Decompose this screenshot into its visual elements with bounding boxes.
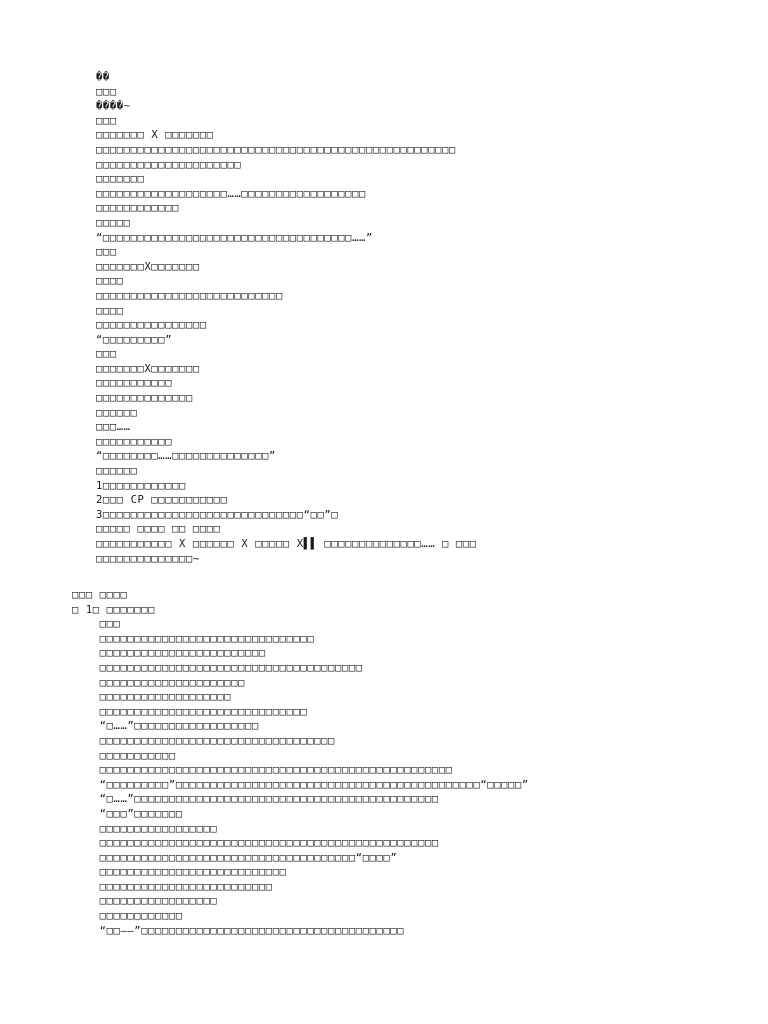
text-line: □□□□□□□X□□□□□□□ [96, 260, 200, 273]
text-line: □□□□□□ [96, 406, 138, 419]
text-line: □□□ [96, 246, 117, 259]
text-line: □□□□□□□□□□□□□□□□□□□□□□□□□ [72, 880, 273, 893]
text-line: □□□□□ □□□□ □□ □□□□ [96, 523, 221, 536]
document-section-chapter [72, 588, 712, 938]
text-line: □□□□□□□□□□□□□□□□□□□□□□□□□□□□□□□□□□□□□□□□□□□□□□□□□□□□ [96, 143, 456, 156]
text-line: “□□□□□□□□……□□□□□□□□□□□□□□” [96, 450, 276, 463]
text-line: □□□…… [96, 421, 131, 434]
text-line: □□□ [96, 114, 117, 127]
text-line: □□□□□□□□□□□□□□□□□□□□□□□□□□□□□□□ [72, 632, 315, 645]
text-line: □□□□□□□□□□□□□□□□□□□□□ [72, 676, 246, 689]
text-line: □□□□□□□X□□□□□□□ [96, 362, 200, 375]
text-line: □□□□ [96, 304, 124, 317]
text-line: □□□□□□□□□□□□□□□□□□□□□□□□□□□□□□□□□□ [72, 734, 336, 747]
text-line: □□□□□ [96, 216, 131, 229]
text-line: □□□ [96, 85, 117, 98]
text-line: □□□□□□□□□□□□ [96, 202, 180, 215]
text-line: □□□ [96, 348, 117, 361]
text-line: □□□□□□ [96, 465, 138, 478]
text-line: “□……”□□□□□□□□□□□□□□□□□□□□□□□□□□□□□□□□□□□□□□□□□□□□ [72, 793, 439, 806]
text-line: □ 1□ □□□□□□□ [72, 603, 156, 616]
text-line: □□□□□□□□□□□□□□ [96, 392, 193, 405]
text-line: □□□□□□□ [96, 173, 145, 186]
text-line: □□□□□□□□□□□□□□□□ [96, 319, 207, 332]
text-line: �� [96, 71, 110, 83]
text-line: □□□□ [96, 275, 124, 288]
text-line: □□□□□□□ X □□□□□□□ [96, 129, 214, 142]
text-line: ����~ [96, 100, 131, 113]
text-line: □□□□□□□□□□□□□□□□□□□□□□□□□□□□□□ [72, 705, 308, 718]
text-line: “□□□”□□□□□□□ [72, 807, 183, 820]
text-line: □□□□□□□□□□□ [96, 435, 173, 448]
text-line: 3□□□□□□□□□□□□□□□□□□□□□□□□□□□□□“□□”□ [96, 508, 339, 521]
text-line: □□□□□□□□□□□□□□□□□□□□□ [96, 158, 242, 171]
text-line: 1□□□□□□□□□□□□ [96, 479, 186, 492]
text-line: □□□ [72, 618, 121, 631]
text-line: □□□□□□□□□□□□□□~ [96, 552, 200, 565]
text-line: “□□——”□□□□□□□□□□□□□□□□□□□□□□□□□□□□□□□□□□□□□□ [72, 924, 405, 937]
text-line: □□□□□□□□□□□□□□□□□□□□□□□□ [72, 647, 266, 660]
text-line: □□□□□□□□□□□□□□□□□□□□□□□□□□□ [72, 866, 287, 879]
text-line: □□□□□□□□□□□□□□□□□ [72, 822, 218, 835]
text-line: “□□□□□□□□□”□□□□□□□□□□□□□□□□□□□□□□□□□□□□□□□□□□□□□□□□□□□□“□□□□□” [72, 778, 529, 791]
text-line: □□□□□□□□□□□□□□□□□□□ [72, 691, 232, 704]
text-line: □□□□□□□□□□□□□□□□□□□□□□□□□□□ [96, 289, 283, 302]
text-line: “□……”□□□□□□□□□□□□□□□□□□ [72, 720, 259, 733]
text-line: □□□□□□□□□□□ X □□□□□□ X □□□□□ X▌▌ □□□□□□□□□□□□□□…… □ □□□ [96, 538, 477, 550]
text-line: □□□□□□□□□□□□□□□□□□□□□□□□□□□□□□□□□□□□□□ [72, 661, 363, 674]
text-line: □□□□□□□□□□□ [72, 749, 176, 762]
document-section-main [96, 70, 716, 566]
text-line: □□□□□□□□□□□□□□□□□□□□□□□□□□□□□□□□□□□□□□□□□□□□□□□□□□□ [72, 764, 453, 777]
text-line: □□□□□□□□□□□□ [72, 910, 183, 923]
text-line: “□□□□□□□□□□□□□□□□□□□□□□□□□□□□□□□□□□□□……” [96, 231, 373, 244]
text-line: □□□□□□□□□□□□□□□□□□□□□□□□□□□□□□□□□□□□□“□□□□” [72, 851, 398, 864]
text-line: □□□ □□□□ [72, 589, 128, 601]
text-line: □□□□□□□□□□□□□□□□□ [72, 895, 218, 908]
text-line: “□□□□□□□□□” [96, 333, 173, 346]
text-line: □□□□□□□□□□□□□□□□□□□□□□□□□□□□□□□□□□□□□□□□□□□□□□□□□ [72, 837, 439, 850]
text-line: □□□□□□□□□□□ [96, 377, 173, 390]
text-line: □□□□□□□□□□□□□□□□□□□……□□□□□□□□□□□□□□□□□□ [96, 187, 366, 200]
text-line: 2□□□ CP □□□□□□□□□□□ [96, 494, 228, 507]
